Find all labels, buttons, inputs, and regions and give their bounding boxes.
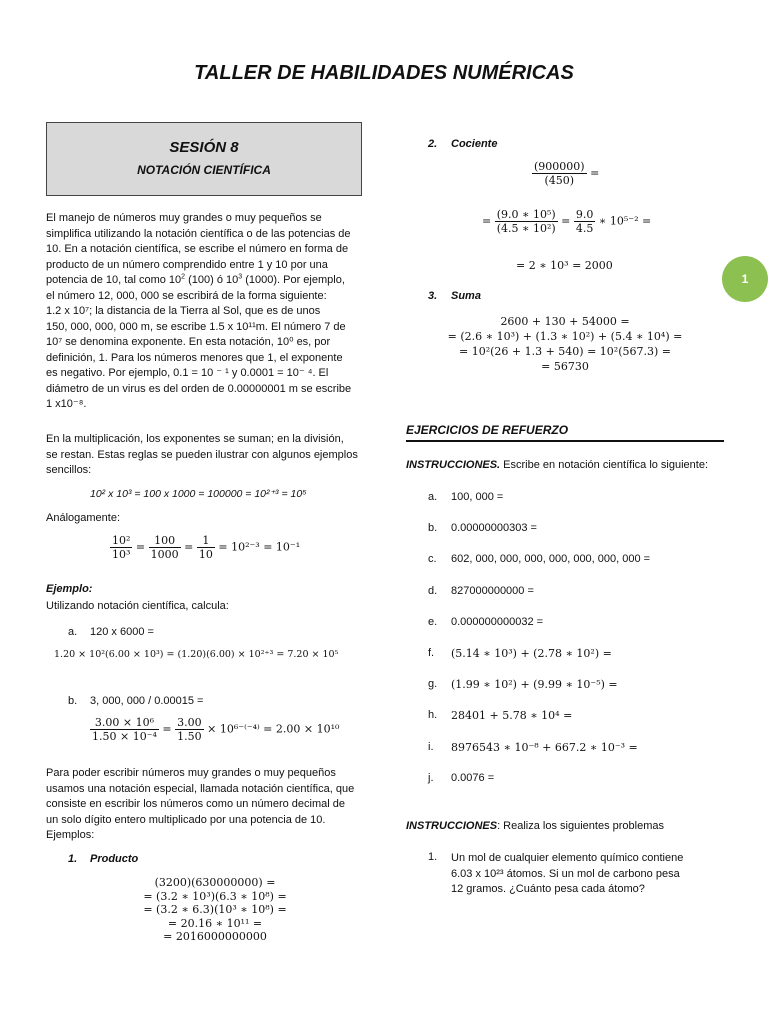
special-line: Para poder escribir números muy grandes o muy pequeños <box>46 767 336 779</box>
example-b-equation: $\frac{\text{3.00 × 10⁶}}{\text{1.50 × 10⁻⁴}}$ = $\frac{3.00}{1.50}$ × 10⁶⁻⁽⁻⁴⁾ = 2.00 × 10¹⁰ <box>92 716 340 743</box>
intro-line: 10. En a notación científica, se escribe el número en forma de <box>46 243 349 255</box>
exercise-letter: b. <box>428 522 438 535</box>
exercise-item: 827000000000 = <box>451 584 534 597</box>
special-paragraph <box>46 766 362 844</box>
sum-number: 3. <box>428 290 438 302</box>
intro-line: el número 12, 000, 000 se escribirá de la forma siguiente: <box>46 289 327 302</box>
exercise-item: 602, 000, 000, 000, 000, 000, 000, 000 = <box>451 553 651 566</box>
intro-line: 1 x10⁻⁸. <box>46 398 87 410</box>
exercise-letter: i. <box>428 740 434 753</box>
example-b-letter: b. <box>68 695 78 707</box>
quotient-eq-2: = $\frac{\text{(9.0 ∗ 10⁵)}}{\text{(4.5 ∗ 10²)}}$ = $\frac{9.0}{4.5}$ ∗ 10⁵⁻² = <box>482 208 652 235</box>
intro-line: producto de un número comprendido entre 1 y 10 por una <box>46 258 328 271</box>
problem-line: Un mol de cualquier elemento químico contiene <box>451 852 684 864</box>
session-box <box>46 122 362 196</box>
intro-line: 10⁷ se denomina exponente. En esta notación, 10⁰ es, por <box>46 336 331 348</box>
exercise-item: 0.000000000032 = <box>451 615 544 628</box>
problem-line: 6.03 x 10²³ átomos. Si un mol de carbono pesa <box>451 867 680 880</box>
example-a-letter: a. <box>68 626 78 638</box>
session-topic: NOTACIÓN CIENTÍFICA <box>137 163 271 177</box>
sum-label: Suma <box>451 290 481 302</box>
product-step: = (3.2 ∗ 6.3)(10³ ∗ 10⁸) = <box>143 903 287 916</box>
example-a-problem: 120 x 6000 = <box>90 626 154 638</box>
intro-line: potencia de 10, tal como $10^2$ (100) ó $10^3$ (1000). Por ejemplo, <box>46 273 345 286</box>
special-line: consiste en escribir los números como un número decimal de <box>46 798 345 810</box>
intro-line: diámetro de un virus es del orden de 0.00000001 m se escribe <box>46 382 352 395</box>
product-number: 1. <box>68 853 78 865</box>
product-label: Producto <box>90 853 139 865</box>
analog-equation: $\frac{\text{10²}}{\text{10³}}$ = $\frac{100}{1000}$ = $\frac{1}{10}$ = 10²⁻³ = 10⁻¹ <box>112 534 301 561</box>
sum-step: = (2.6 ∗ 10³) + (1.3 ∗ 10²) + (5.4 ∗ 10⁴) = <box>447 330 683 343</box>
exercise-item: (5.14 ∗ 10³) + (2.78 ∗ 10²) = <box>451 647 612 660</box>
special-line: Ejemplos: <box>46 829 95 841</box>
exercise-item: 0.0076 = <box>451 771 495 784</box>
sum-step: = 56730 <box>541 360 589 373</box>
intro-line: es negativo. Por ejemplo, 0.1 = 10 ⁻ ¹ y 0.0001 = 10⁻ ⁴. El <box>46 367 329 379</box>
intro-line: 1.2 x 10⁷; la distancia de la Tierra al Sol, que es de unos <box>46 305 321 317</box>
problem-text <box>451 851 724 898</box>
quotient-label: Cociente <box>451 138 498 150</box>
quotient-eq-1: $\frac{(900000)}{(450)}$ = <box>534 160 600 187</box>
exercises-heading: EJERCICIOS DE REFUERZO <box>406 423 569 437</box>
intro-line: 150, 000, 000, 000 m, se escribe 1.5 x 10¹¹m. El número 7 de <box>46 320 346 333</box>
quotient-number: 2. <box>428 138 438 150</box>
mult-equation: 10² x 10³ = 100 x 1000 = 100000 = 10²⁺³ = 10⁵ <box>90 488 307 500</box>
exercise-letter: j. <box>428 771 434 784</box>
exercise-letter: g. <box>428 678 438 691</box>
exercise-letter: d. <box>428 584 438 597</box>
example-label: Ejemplo: <box>46 583 93 595</box>
session-label: SESIÓN 8 <box>169 139 239 156</box>
exercise-item: (1.99 ∗ 10²) + (9.99 ∗ 10⁻⁵) = <box>451 678 618 692</box>
exercise-letter: a. <box>428 491 438 503</box>
example-a-solution: 1.20 × 10²(6.00 × 10³) = (1.20)(6.00) × 10²⁺³ = 7.20 × 10⁵ <box>54 649 339 660</box>
special-line: usamos una notación especial, llamada notación científica, que <box>46 782 355 795</box>
product-step: = 20.16 ∗ 10¹¹ = <box>167 916 263 930</box>
exercise-letter: h. <box>428 709 438 722</box>
product-step: = (3.2 ∗ 10³)(6.3 ∗ 10⁸) = <box>143 889 287 903</box>
analog-label: Análogamente: <box>46 512 120 524</box>
exercise-item: 100, 000 = <box>451 491 504 503</box>
instructions-1: INSTRUCCIONES. Escribe en notación científica lo siguiente: <box>406 459 709 471</box>
heading-divider <box>406 440 724 442</box>
mult-line: sencillos: <box>46 464 92 476</box>
exercise-item: 28401 + 5.78 ∗ 10⁴ = <box>451 709 573 723</box>
exercise-letter: f. <box>428 647 435 659</box>
intro-line: simplifica utilizando la notación científica o de las potencias de <box>46 227 351 240</box>
quotient-result: = 2 ∗ 10³ = 2000 <box>516 259 613 272</box>
exercise-item: 0.00000000303 = <box>451 522 537 535</box>
problem-number: 1. <box>428 851 438 863</box>
mult-line: En la multiplicación, los exponentes se suman; en la división, <box>46 433 344 445</box>
product-step: = 2016000000000 <box>163 930 267 943</box>
intro-line: El manejo de números muy grandes o muy pequeños se <box>46 212 322 224</box>
product-steps <box>110 876 320 944</box>
page-title: TALLER DE HABILIDADES NUMÉRICAS <box>194 62 574 84</box>
page-number-badge: 1 <box>722 256 768 302</box>
example-b-problem: 3, 000, 000 / 0.00015 = <box>90 695 204 707</box>
sum-step: = 10²(26 + 1.3 + 540) = 10²(567.3) = <box>458 345 671 358</box>
intro-paragraph <box>46 211 362 413</box>
sum-step: 2600 + 130 + 54000 = <box>500 315 630 328</box>
mult-line: se restan. Estas reglas se pueden ilustrar con algunos ejemplos <box>46 448 358 461</box>
exercise-item: 8976543 ∗ 10⁻⁸ + 667.2 ∗ 10⁻³ = <box>451 740 638 754</box>
problem-line: 12 gramos. ¿Cuánto pesa cada átomo? <box>451 883 645 895</box>
exercise-letter: e. <box>428 615 438 628</box>
mult-paragraph <box>46 432 362 479</box>
special-line: un solo dígito entero multiplicado por una potencia de 10. <box>46 813 326 826</box>
example-text: Utilizando notación científica, calcula: <box>46 600 229 612</box>
instructions-2: INSTRUCCIONES: Realiza los siguientes problemas <box>406 820 664 832</box>
product-step: (3200)(630000000) = <box>154 876 276 889</box>
intro-line: definición, 1. Para los números menores que 1, el exponente <box>46 351 343 364</box>
sum-steps <box>430 314 700 374</box>
exercise-letter: c. <box>428 553 437 566</box>
